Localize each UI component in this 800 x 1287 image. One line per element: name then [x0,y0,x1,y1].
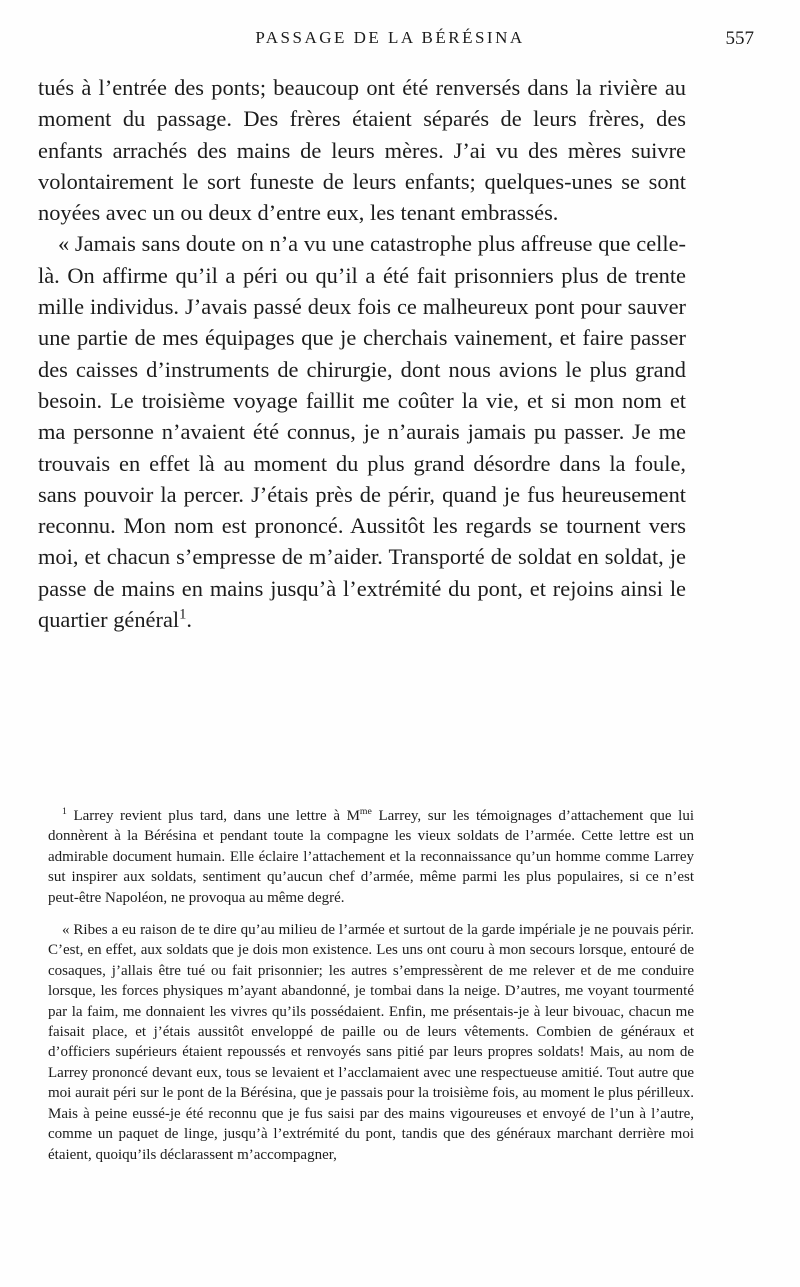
paragraph-1: tués à l’entrée des ponts; beaucoup ont été renversés dans la rivière au moment du passage. Des frères étaient séparés de leurs frères, des enfants arrachés des mains de leurs mères. J’ai vu des mères suivre volontairement le sort funeste de leurs enfants; quelques-unes se sont noyées avec un ou deux d’entre eux, les tenant embrassés. [38,75,686,226]
footnotes [48,806,694,1165]
footnote-mme-superscript: me [359,806,372,817]
paragraph-2-end: . [186,607,192,633]
footnote-1-text-a: Larrey revient plus tard, dans une lettre à M [73,808,360,824]
page-header [40,28,754,58]
footnote-1-text-b: Larrey, sur les témoignages d’attachement que lui donnèrent à la Bérésina et pendant toute la compagne les vieux soldats de l’armée. Cette lettre est un admirable document humain. Elle éclaire l’attachement et la reconnaissance qu’un homme comme Larrey sut inspirer aux soldats, sentiment qu’aucun chef d’armée, même parmi les plus populaires, si ce n’est peut-être Napoléon, ne provoqua au même degré. [48,808,695,906]
footnote-reference: 1 [179,606,187,623]
footnote-1 [48,806,694,908]
running-title: PASSAGE DE LA BÉRÉSINA [255,28,525,47]
paragraph-2 [38,228,686,635]
footnote-marker: 1 [62,806,67,817]
footnote-quote: « Ribes a eu raison de te dire qu’au milieu de l’armée et surtout de la garde impériale je ne pouvais périr. C’est, en effet, aux soldats que je dois mon existence. Les uns ont couru à mon secours lorsque, entouré de cosaques, j’allais être tué ou fait prisonnier; les autres s’empressèrent de me relever et de me conduire lorsque, les forces physiques m’ayant abandonné, je tombai dans la neige. D’autres, me voyant tourmenté par la faim, me donnaient les vivres qu’ils possédaient. Enfin, me présentais-je à leur bivouac, chacun me faisait place, et j’étais aussitôt enveloppé de paille ou de leurs vêtements. Combien de généraux et d’officiers supérieurs étaient repoussés et renvoyés sans pitié par leurs propres soldats! Mais, au nom de Larrey prononcé devant eux, tous se levaient et l’acclamaient avec une respectueuse amitié. Tout autre que moi aurait péri sur le pont de la Bérésina, que je passais pour la troisième fois, au moment le plus périlleux. Mais à peine eussé-je été reconnu que je fus saisi par des mains vigoureuses et envoyé de l’un à l’autre, comme un paquet de linge, jusqu’à l’extrémité du pont, tandis que des généraux marchant derrière moi étaient, quoiqu’ils déclarassent m’accompagner, [48,922,694,1163]
page-number: 557 [725,28,754,49]
main-text [38,72,686,635]
paragraph-2-text: « Jamais sans doute on n’a vu une catastrophe plus affreuse que celle-là. On affirme qu’il a péri ou qu’il a été fait prisonniers plus de trente mille individus. J’avais passé deux fois ce malheureux pont pour sauver une partie de mes équipages que je cherchais vainement, et faire passer des caisses d’instruments de chirurgie, dont nous avions le plus grand besoin. Le troisième voyage faillit me coûter la vie, et si mon nom et ma personne n’avaient été connus, je n’aurais jamais pu passer. Je me trouvais en effet là au moment du plus grand désordre dans la foule, sans pouvoir la percer. J’étais près de périr, quand je fus heureusement reconnu. Mon nom est prononcé. Aussitôt les regards se tournent vers moi, et chacun s’empresse de m’aider. Transporté de soldat en soldat, je passe de mains en mains jusqu’à l’extrémité du pont, et rejoins ainsi le quartier général [38,231,686,633]
